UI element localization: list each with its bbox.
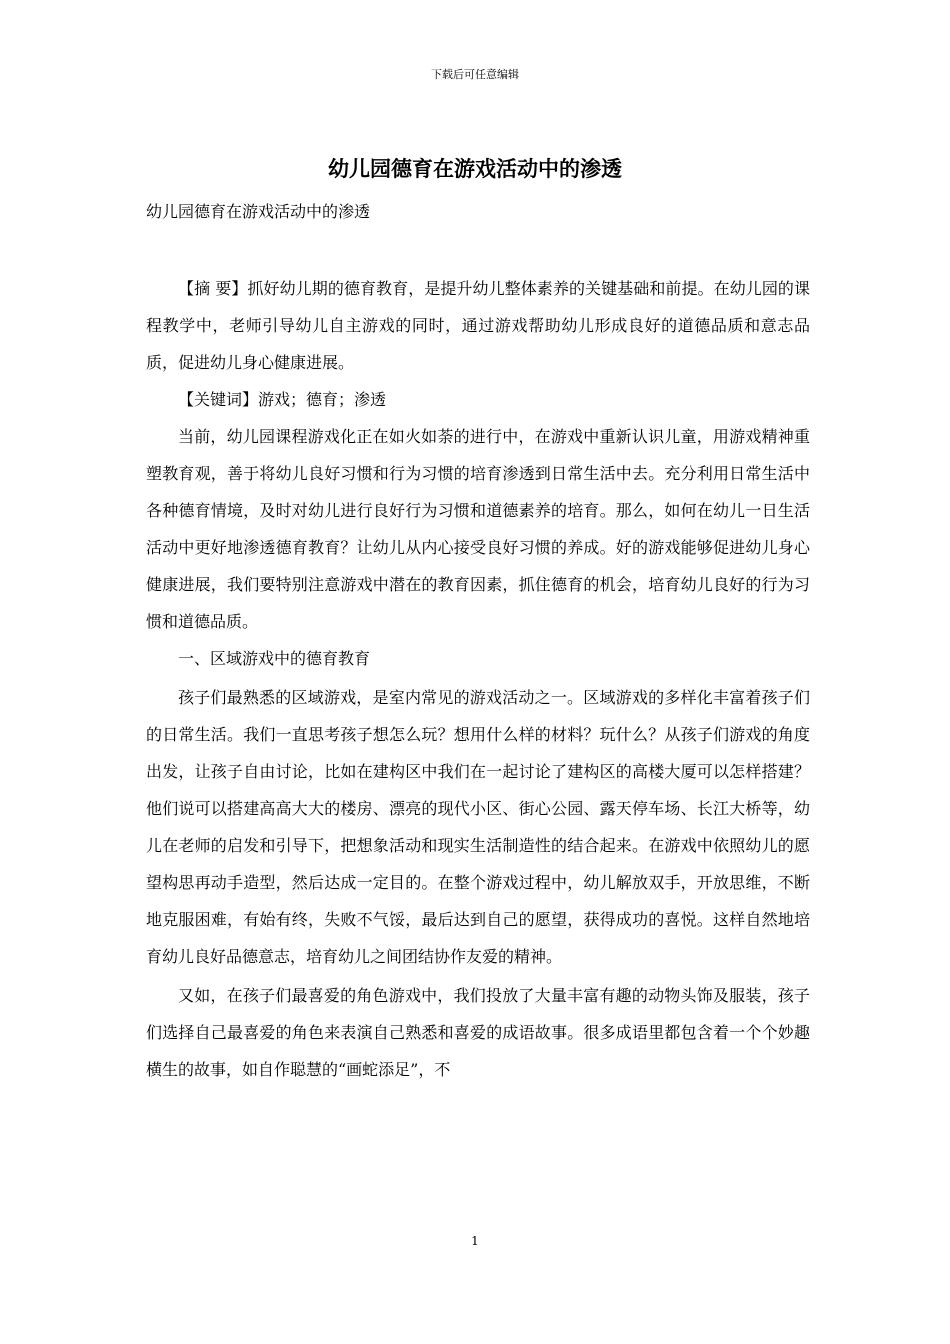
document-subtitle: 幼儿园德育在游戏活动中的渗透 bbox=[146, 202, 371, 221]
body-paragraph: 又如，在孩子们最喜爱的角色游戏中，我们投放了大量丰富有趣的动物头饰及服装，孩子们选择自己最喜爱的角色来表演自己熟悉和喜爱的成语故事。很多成语里都包含着一个个妙趣横生的故事，如自作聪慧的“画蛇添足”，不 bbox=[146, 986, 810, 1079]
page-number: 1 bbox=[471, 1234, 479, 1248]
intro-paragraph: 当前，幼儿园课程游戏化正在如火如荼的进行中，在游戏中重新认识儿童，用游戏精神重塑教育观，善于将幼儿良好习惯和行为习惯的培育渗透到日常生活中去。充分利用日常生活中各种德育情境，及时对幼儿进行良好行为习惯和道德素养的培育。那么，如何在幼儿一日生活活动中更好地渗透德育教育？让幼儿从内心接受良好习惯的养成。好的游戏能够促进幼儿身心健康进展，我们要特别注意游戏中潜在的教育因素，抓住德育的机会，培育幼儿良好的行为习惯和道德品质。 bbox=[146, 427, 810, 631]
section-heading: 一、区域游戏中的德育教育 bbox=[178, 649, 371, 668]
body-paragraph: 孩子们最熟悉的区域游戏，是室内常见的游戏活动之一。区域游戏的多样化丰富着孩子们的日常生活。我们一直思考孩子想怎么玩？想用什么样的材料？玩什么？从孩子们游戏的角度出发，让孩子自由讨论，比如在建构区中我们在一起讨论了建构区的高楼大厦可以怎样搭建？他们说可以搭建高高大大的楼房、漂亮的现代小区、街心公园、露天停车场、长江大桥等，幼儿在老师的启发和引导下，把想象活动和现实生活制造性的结合起来。在游戏中依照幼儿的愿望构思再动手造型，然后达成一定目的。在整个游戏过程中，幼儿解放双手，开放思维，不断地克服困难，有始有终，失败不气馁，最后达到自己的愿望，获得成功的喜悦。这样自然地培育幼儿良好品德意志，培育幼儿之间团结协作友爱的精神。 bbox=[146, 688, 810, 966]
page-header-note: 下载后可任意编辑 bbox=[431, 68, 519, 81]
keywords-paragraph: 【关键词】游戏；德育；渗透 bbox=[178, 390, 387, 409]
document-body bbox=[146, 270, 810, 1088]
abstract-paragraph: 【摘 要】抓好幼儿期的德育教育，是提升幼儿整体素养的关键基础和前提。在幼儿园的课程教学中，老师引导幼儿自主游戏的同时，通过游戏帮助幼儿形成良好的道德品质和意志品质，促进幼儿身心健康进展。 bbox=[146, 279, 810, 372]
document-title: 幼儿园德育在游戏活动中的渗透 bbox=[328, 156, 622, 181]
